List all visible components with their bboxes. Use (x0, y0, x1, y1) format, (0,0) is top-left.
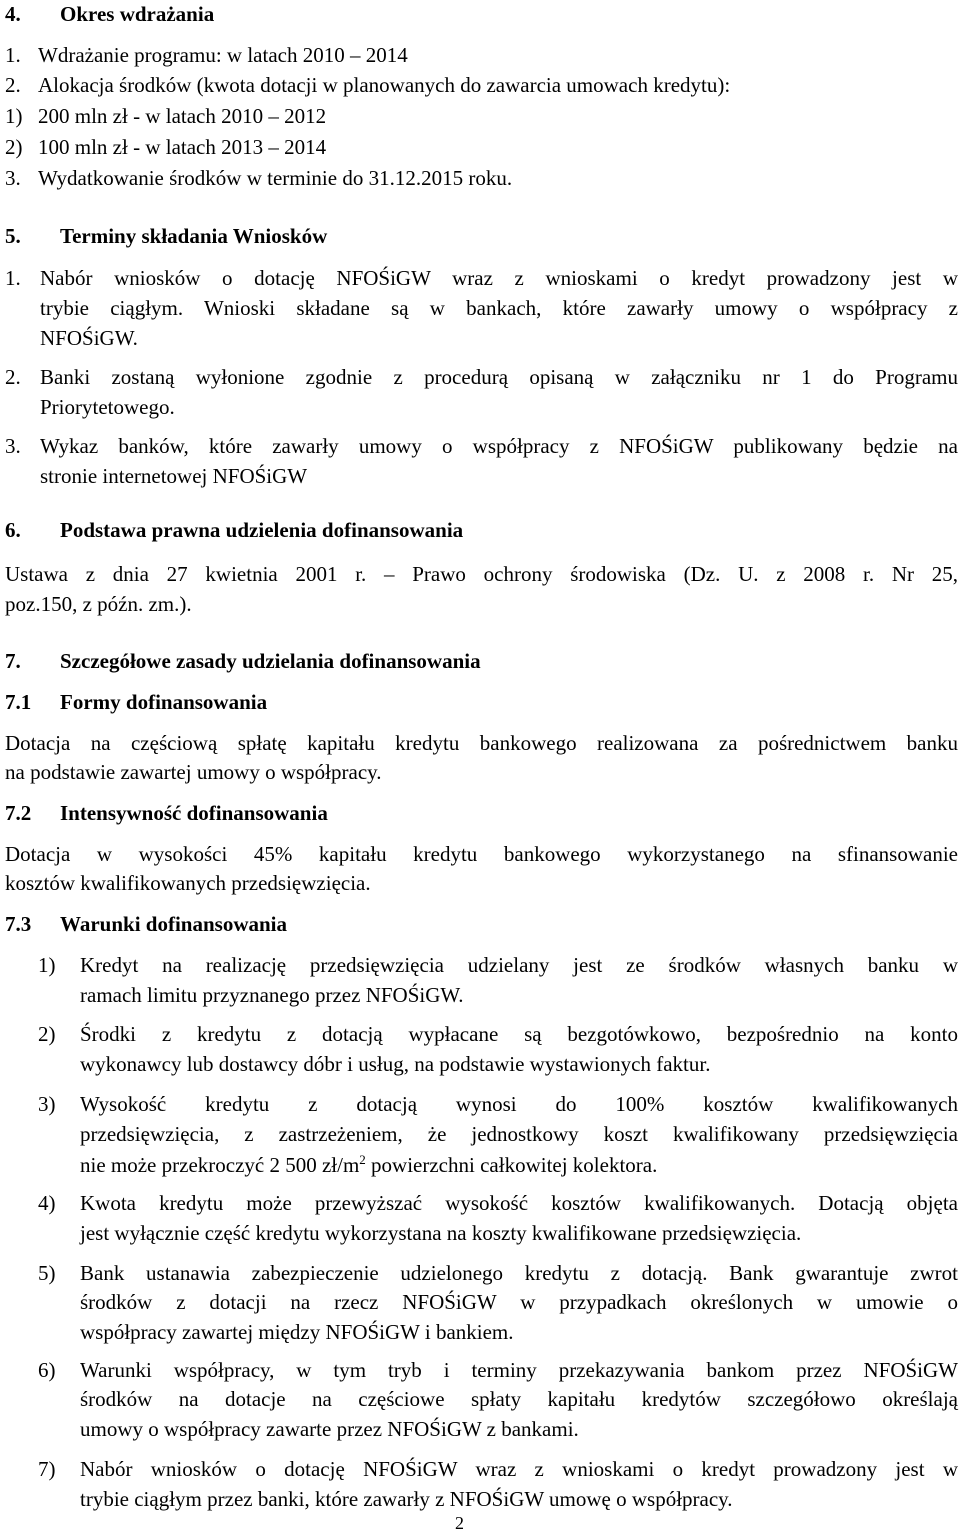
s73-item-3-line-2: przedsięwzięcia, z zastrzeżeniem, że jednostkowy koszt kwalifikowany przedsięwzięcia (80, 1122, 958, 1146)
s73-item-4-number: 4) (38, 1191, 56, 1215)
s4-subitem-2-text: 100 mln zł - w latach 2013 – 2014 (38, 135, 327, 159)
superscript-2: 2 (359, 1152, 366, 1167)
s4-item-2-text: Alokacja środków (kwota dotacji w planowanych do zawarcia umowach kredytu): (38, 73, 731, 97)
s73-item-2-line-1: Środki z kredytu z dotacją wypłacane są bezgotówkowo, bezpośrednio na konto (80, 1022, 958, 1046)
s4-subitem-1-number: 1) (5, 104, 23, 128)
s73-item-6-line-2: środków na dotacje na częściowe spłaty kapitału kredytów szczegółowo określają (80, 1387, 958, 1411)
s72-line-2: kosztów kwalifikowanych przedsięwzięcia. (5, 871, 371, 895)
section-5-number: 5. (5, 224, 21, 248)
section-4-title: Okres wdrażania (60, 2, 215, 26)
s73-item-6-line-3: umowy o współpracy zawarte przez NFOŚiGW z bankami. (80, 1417, 579, 1441)
s4-subitem-2-number: 2) (5, 135, 23, 159)
s72-number: 7.2 (5, 801, 32, 825)
s6-line-2: poz.150, z późn. zm.). (5, 592, 192, 616)
s72-title: Intensywność dofinansowania (60, 801, 328, 825)
s73-item-4-line-1: Kwota kredytu może przewyższać wysokość kosztów kwalifikowanych. Dotacją objęta (80, 1191, 958, 1215)
s73-number: 7.3 (5, 912, 32, 936)
s73-item-3-number: 3) (38, 1092, 56, 1116)
s71-number: 7.1 (5, 690, 32, 714)
s5-item-3-line-2: stronie internetowej NFOŚiGW (40, 464, 308, 488)
s4-item-3-text: Wydatkowanie środków w terminie do 31.12.2015 roku. (38, 166, 513, 190)
s72-line-1: Dotacja w wysokości 45% kapitału kredytu bankowego wykorzystanego na sfinansowanie (5, 842, 958, 866)
s5-item-3-number: 3. (5, 434, 21, 458)
s73-item-7-line-1: Nabór wniosków o dotację NFOŚiGW wraz z wnioskami o kredyt prowadzony jest w (80, 1457, 958, 1481)
s6-line-1: Ustawa z dnia 27 kwietnia 2001 r. – Prawo ochrony środowiska (Dz. U. z 2008 r. Nr 25, (5, 562, 958, 586)
s73-item-6-line-1: Warunki współpracy, w tym tryb i terminy przekazywania bankom przez NFOŚiGW (80, 1358, 958, 1382)
s5-item-3-line-1: Wykaz banków, które zawarły umowy o współpracy z NFOŚiGW publikowany będzie na (40, 434, 958, 458)
s71-line-1: Dotacja na częściową spłatę kapitału kredytu bankowego realizowana za pośrednictwem banku (5, 731, 958, 755)
s71-title: Formy dofinansowania (60, 690, 268, 714)
page-number: 2 (455, 1513, 464, 1533)
s4-item-2-number: 2. (5, 73, 21, 97)
section-5-title: Terminy składania Wniosków (60, 224, 328, 248)
s73-item-7-line-2: trybie ciągłym przez banki, które zawarły z NFOŚiGW umowę o współpracy. (80, 1487, 733, 1511)
s73-item-2-number: 2) (38, 1022, 56, 1046)
s73-item-3-line-3b: powierzchni całkowitej kolektora. (365, 1153, 658, 1177)
s5-item-1-line-1: Nabór wniosków o dotację NFOŚiGW wraz z wnioskami o kredyt prowadzony jest w (40, 266, 958, 290)
section-4-number: 4. (5, 2, 21, 26)
s73-item-1-line-2: ramach limitu przyznanego przez NFOŚiGW. (80, 983, 464, 1007)
s4-item-1-text: Wdrażanie programu: w latach 2010 – 2014 (38, 43, 408, 67)
s73-title: Warunki dofinansowania (60, 912, 288, 936)
s5-item-1-number: 1. (5, 266, 21, 290)
section-7-title: Szczegółowe zasady udzielania dofinansowania (60, 649, 481, 673)
s73-item-2-line-2: wykonawcy lub dostawcy dóbr i usług, na podstawie wystawionych faktur. (80, 1052, 711, 1076)
s71-line-2: na podstawie zawartej umowy o współpracy. (5, 760, 382, 784)
s5-item-2-number: 2. (5, 365, 21, 389)
section-6-number: 6. (5, 518, 21, 542)
s73-item-5-line-1: Bank ustanawia zabezpieczenie udzielonego kredytu z dotacją. Bank gwarantuje zwrot (80, 1261, 958, 1285)
s5-item-2-line-1: Banki zostaną wyłonione zgodnie z procedurą opisaną w załączniku nr 1 do Programu (40, 365, 958, 389)
s73-item-5-number: 5) (38, 1261, 56, 1285)
s73-item-7-number: 7) (38, 1457, 56, 1481)
s73-item-5-line-3: współpracy zawartej między NFOŚiGW i bankiem. (80, 1320, 514, 1344)
s4-subitem-1-text: 200 mln zł - w latach 2010 – 2012 (38, 104, 327, 128)
s5-item-2-line-2: Priorytetowego. (40, 395, 175, 419)
s4-item-3-number: 3. (5, 166, 21, 190)
s4-item-1-number: 1. (5, 43, 21, 67)
s73-item-3-line-3 (80, 1153, 657, 1176)
s73-item-1-number: 1) (38, 953, 56, 977)
section-6-title: Podstawa prawna udzielenia dofinansowania (60, 518, 464, 542)
section-7-number: 7. (5, 649, 21, 673)
s73-item-5-line-2: środków z dotacji na rzecz NFOŚiGW w przypadkach określonych w umowie o (80, 1290, 958, 1314)
s73-item-3-line-3a: nie może przekroczyć 2 500 zł/m (80, 1153, 360, 1177)
s73-item-3-line-1: Wysokość kredytu z dotacją wynosi do 100% kosztów kwalifikowanych (80, 1092, 958, 1116)
s73-item-1-line-1: Kredyt na realizację przedsięwzięcia udzielany jest ze środków własnych banku w (80, 953, 958, 977)
s73-item-4-line-2: jest wyłącznie część kredytu wykorzystana na koszty kwalifikowane przedsięwzięcia. (80, 1221, 802, 1245)
s5-item-1-line-3: NFOŚiGW. (40, 326, 138, 350)
s5-item-1-line-2: trybie ciągłym. Wnioski składane są w bankach, które zawarły umowy o współpracy z (40, 296, 958, 320)
s73-item-6-number: 6) (38, 1358, 56, 1382)
